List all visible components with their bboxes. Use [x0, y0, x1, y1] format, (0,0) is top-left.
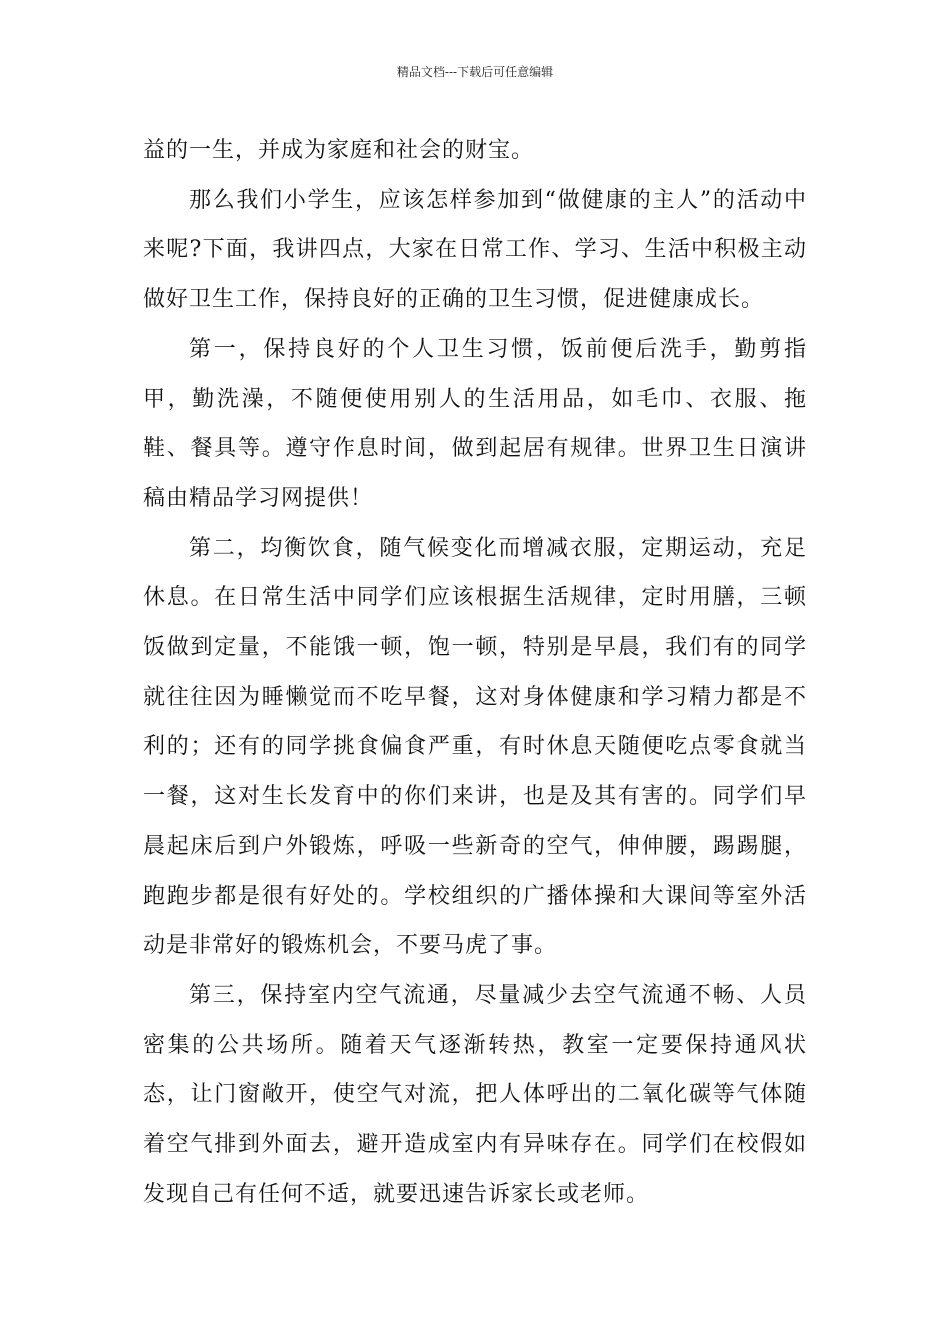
paragraph-continuation: 益的一生，并成为家庭和社会的财宝。 — [143, 138, 535, 163]
document-body — [143, 126, 807, 1219]
paragraph-point-three: 第三，保持室内空气流通，尽量减少去空气流通不畅、人员密集的公共场所。随着天气逐渐转热，教室一定要保持通风状态，让门窗敞开，使空气对流，把人体呼出的二氧化碳等气体随着空气排到外面去，避开造成室内有异味存在。同学们在校假如发现自己有任何不适，就要迅速告诉家长或老师。 — [143, 982, 807, 1207]
page-header: 精品文档---下载后可任意编辑 — [396, 65, 554, 79]
paragraph-intro: 那么我们小学生，应该怎样参加到“做健康的主人”的活动中来呢?下面，我讲四点，大家在日常工作、学习、生活中积极主动做好卫生工作，保持良好的正确的卫生习惯，促进健康成长。 — [143, 187, 807, 313]
paragraph-point-two: 第二，均衡饮食，随气候变化而增减衣服，定期运动，充足休息。在日常生活中同学们应该根据生活规律，定时用膳，三顿饭做到定量，不能饿一顿，饱一顿，特别是早晨，我们有的同学就往往因为睡懒觉而不吃早餐，这对身体健康和学习精力都是不利的；还有的同学挑食偏食严重，有时休息天随便吃点零食就当一餐，这对生长发育中的你们来讲，也是及其有害的。同学们早晨起床后到户外锻炼，呼吸一些新奇的空气，伸伸腰，踢踢腿，跑跑步都是很有好处的。学校组织的广播体操和大课间等室外活动是非常好的锻炼机会，不要马虎了事。 — [143, 535, 807, 959]
paragraph-point-one: 第一，保持良好的个人卫生习惯，饭前便后洗手，勤剪指甲，勤洗澡，不随便使用别人的生活用品，如毛巾、衣服、拖鞋、餐具等。遵守作息时间，做到起居有规律。世界卫生日演讲稿由精品学习网提供！ — [143, 336, 807, 511]
